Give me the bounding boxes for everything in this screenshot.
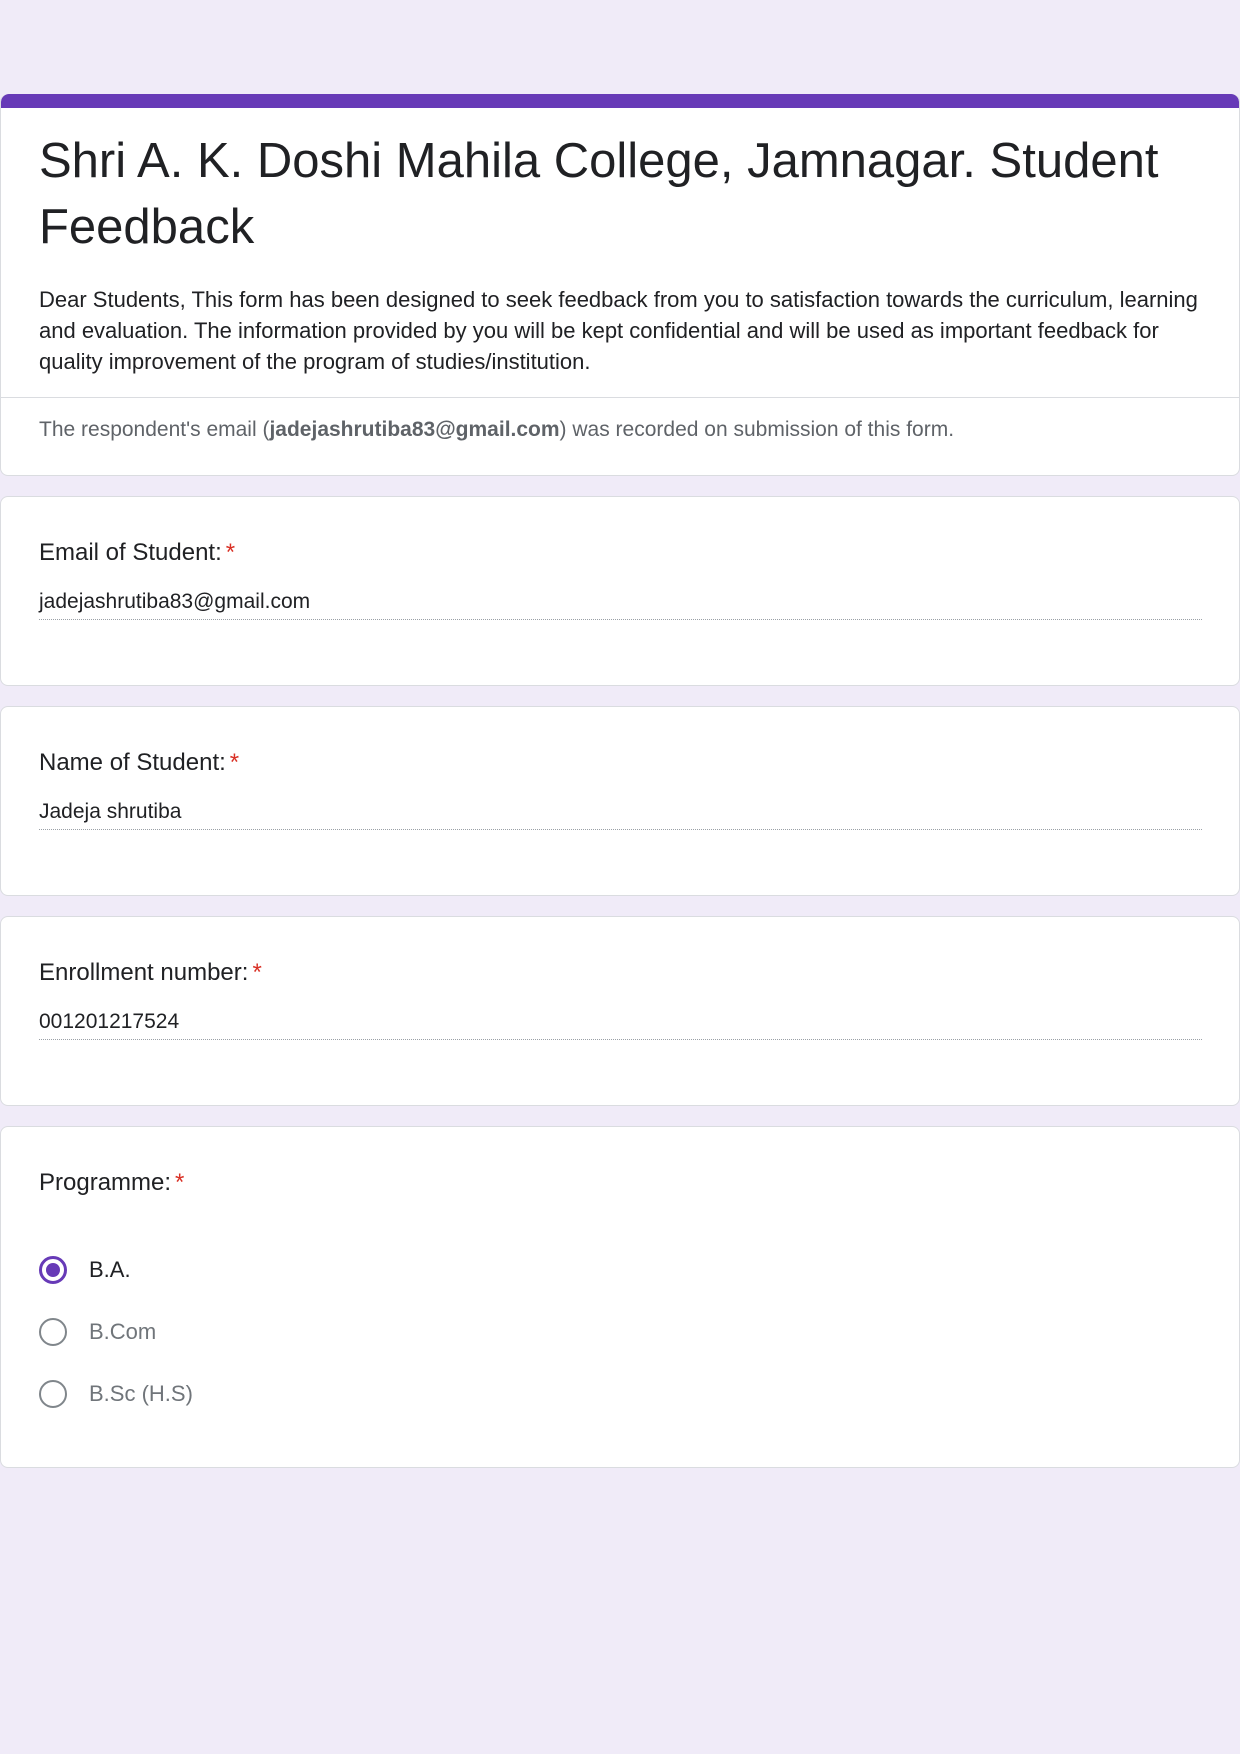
question-title: Enrollment number: * <box>39 959 262 986</box>
radio-button[interactable] <box>39 1318 67 1346</box>
radio-label: B.Sc (H.S) <box>89 1381 193 1406</box>
question-card-enrollment <box>0 916 1240 1106</box>
radio-option-ba[interactable] <box>39 1239 1201 1301</box>
email-note-prefix: The respondent's email ( <box>39 418 270 441</box>
name-answer: Jadeja shrutiba <box>39 797 1202 830</box>
question-card-name <box>0 706 1240 896</box>
question-title: Email of Student: * <box>39 539 236 566</box>
radio-label: B.A. <box>89 1257 131 1282</box>
required-asterisk: * <box>229 749 240 776</box>
enrollment-answer: 001201217524 <box>39 1007 1202 1040</box>
programme-options <box>39 1239 1201 1467</box>
email-note-suffix: ) was recorded on submission of this form. <box>559 418 955 441</box>
radio-label: B.Com <box>89 1319 157 1344</box>
required-asterisk: * <box>175 1169 185 1196</box>
question-card-email <box>0 496 1240 686</box>
header-accent-bar <box>1 94 1239 108</box>
respondent-email: jadejashrutiba83@gmail.com <box>269 418 560 441</box>
question-title: Programme: * <box>39 1169 185 1196</box>
required-asterisk: * <box>252 959 262 986</box>
required-asterisk: * <box>225 539 236 566</box>
question-title: Name of Student: * <box>39 749 240 776</box>
radio-button[interactable] <box>39 1380 67 1408</box>
form-title: Shri A. K. Doshi Mahila College, Jamnagar. Student Feedback <box>39 134 1159 254</box>
radio-button-checked[interactable] <box>39 1256 67 1284</box>
radio-option-bsc[interactable] <box>39 1363 1201 1425</box>
respondent-email-note <box>1 398 1239 475</box>
form-header-card <box>0 94 1240 476</box>
form-description: Dear Students, This form has been designed to seek feedback from you to satisfaction towards the curriculum, learning and evaluation. The information provided by you will be kept confidential and will be used as important feedback for quality improvement of the program of studies/institution. <box>39 287 1198 374</box>
question-card-programme <box>0 1126 1240 1468</box>
email-answer: jadejashrutiba83@gmail.com <box>39 587 1202 620</box>
form-container <box>0 94 1240 1488</box>
radio-option-bcom[interactable] <box>39 1301 1201 1363</box>
